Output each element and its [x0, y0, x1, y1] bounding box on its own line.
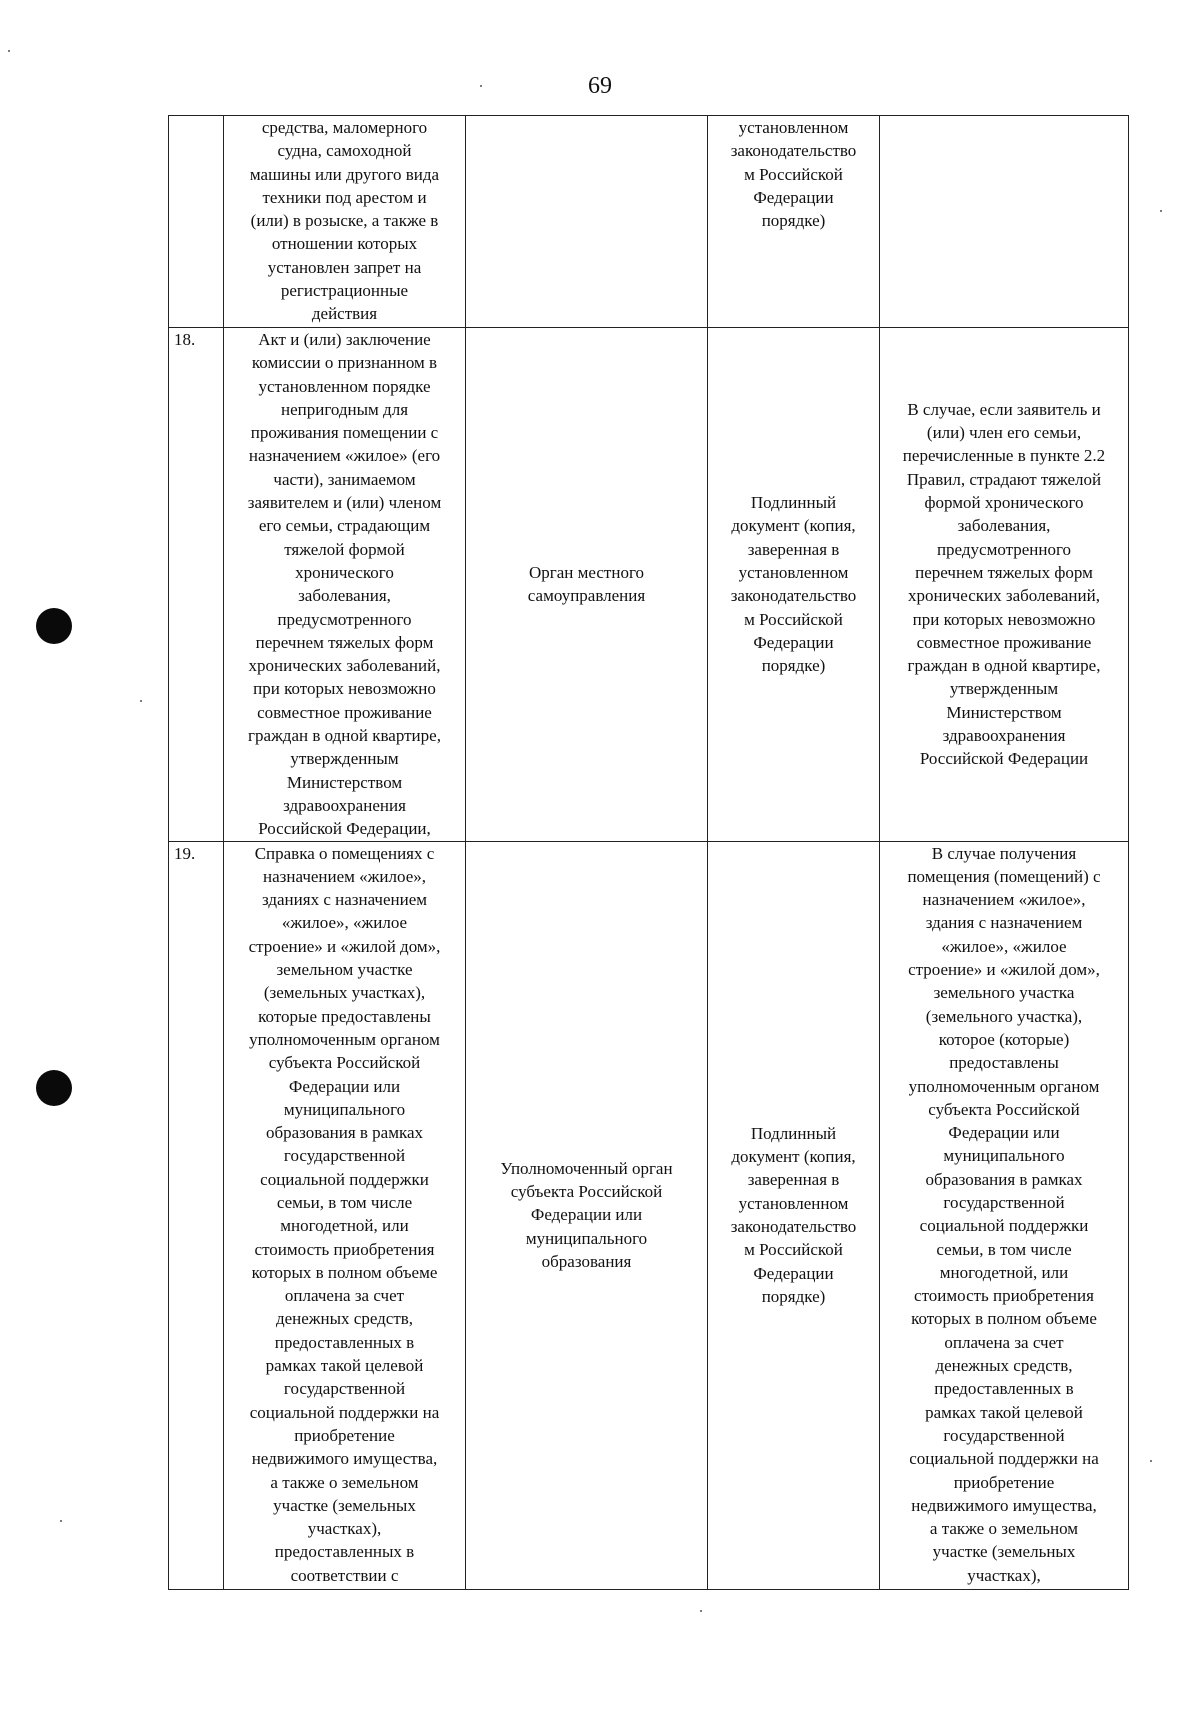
- document-name-cell: Справка о помещениях с назначением «жилое», зданиях с назначением «жилое», «жилое строение» и «жилой дом», земельном участке (земельных участках), которые предоставлены уполномоченным органом субъекта Российской Федерации или муниципального образования в рамках государственной социальной поддержки семьи, в том числе многодетной, или стоимость приобретения которых в полном объеме оплачена за счет денежных средств, предоставленных в рамках такой целевой государственной социальной поддержки на приобретение недвижимого имущества, а также о земельном участке (земельных участках), предоставленных в соответствии с: [224, 841, 466, 1589]
- scan-speck: [700, 1610, 702, 1612]
- documents-table: [168, 115, 1129, 1590]
- scan-speck: [8, 50, 10, 52]
- document-form-cell: Подлинный документ (копия, заверенная в установленном законодательство м Российской Федерации порядке): [708, 841, 880, 1589]
- document-form-cell: Подлинный документ (копия, заверенная в установленном законодательство м Российской Федерации порядке): [708, 328, 880, 842]
- table-row: [169, 841, 1129, 1589]
- row-number: [169, 116, 224, 328]
- note-cell: В случае получения помещения (помещений) с назначением «жилое», здания с назначением «жилое», «жилое строение» и «жилой дом», земельного участка (земельного участка), которое (которые) предоставлены уполномоченным органом субъекта Российской Федерации или муниципального образования в рамках государственной социальной поддержки семьи, в том числе многодетной, или стоимость приобретения которых в полном объеме оплачена за счет денежных средств, предоставленных в рамках такой целевой государственной социальной поддержки на приобретение недвижимого имущества, а также о земельном участке (земельных участках),: [880, 841, 1129, 1589]
- row-number: 18.: [169, 328, 224, 842]
- punch-hole: [36, 608, 72, 644]
- scan-speck: [1160, 210, 1162, 212]
- scan-speck: [60, 1520, 62, 1522]
- punch-hole: [36, 1070, 72, 1106]
- table-row: [169, 116, 1129, 328]
- scan-speck: [480, 85, 482, 87]
- issuer-cell: [466, 116, 708, 328]
- document-form-cell: установленном законодательство м Российской Федерации порядке): [708, 116, 880, 328]
- scan-speck: [1150, 1460, 1152, 1462]
- issuer-cell: Орган местного самоуправления: [466, 328, 708, 842]
- scan-speck: [140, 700, 142, 702]
- row-number: 19.: [169, 841, 224, 1589]
- document-name-cell: Акт и (или) заключение комиссии о признанном в установленном порядке непригодным для проживания помещении с назначением «жилое» (его части), занимаемом заявителем и (или) членом его семьи, страдающим тяжелой формой хронического заболевания, предусмотренного перечнем тяжелых форм хронических заболеваний, при которых невозможно совместное проживание граждан в одной квартире, утвержденным Министерством здравоохранения Российской Федерации,: [224, 328, 466, 842]
- note-cell: [880, 116, 1129, 328]
- table-row: [169, 328, 1129, 842]
- document-name-cell: средства, маломерного судна, самоходной машины или другого вида техники под арестом и (или) в розыске, а также в отношении которых установлен запрет на регистрационные действия: [224, 116, 466, 328]
- note-cell: В случае, если заявитель и (или) член его семьи, перечисленные в пункте 2.2 Правил, страдают тяжелой формой хронического заболевания, предусмотренного перечнем тяжелых форм хронических заболеваний, при которых невозможно совместное проживание граждан в одной квартире, утвержденным Министерством здравоохранения Российской Федерации: [880, 328, 1129, 842]
- page-number: 69: [588, 73, 612, 99]
- issuer-cell: Уполномоченный орган субъекта Российской Федерации или муниципального образования: [466, 841, 708, 1589]
